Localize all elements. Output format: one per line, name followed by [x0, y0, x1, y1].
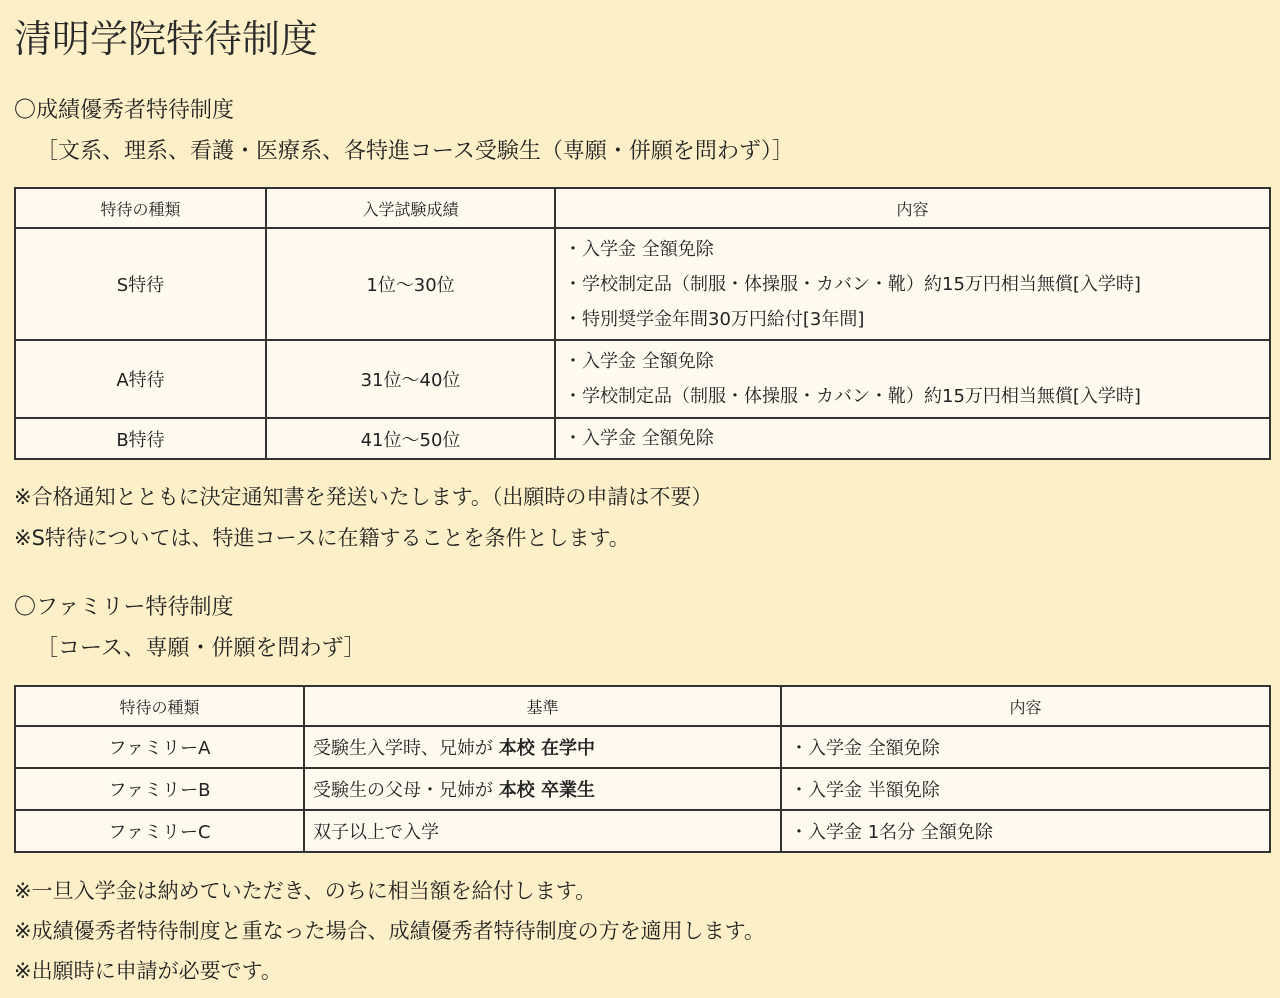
header-score: 入学試験成績 — [266, 188, 555, 228]
section2-subheading: ［コース、専願・併願を問わず］ — [36, 636, 366, 661]
row-content: ・入学金 半額免除 — [781, 768, 1270, 810]
table-row — [15, 340, 1270, 418]
content-line: ・特別奨学金年間30万円給付[3年間] — [564, 308, 865, 330]
section1-heading: 〇成績優秀者特待制度 — [14, 98, 235, 123]
row-content: ・入学金 全額免除 — [781, 726, 1270, 768]
table-row — [15, 228, 1270, 340]
row-type: ファミリーA — [15, 726, 304, 768]
row-content: ・入学金 1名分 全額免除 — [781, 810, 1270, 852]
row-content — [555, 340, 1270, 418]
content-line: ・入学金 全額免除 — [564, 428, 714, 449]
section2-note: ※成績優秀者特待制度と重なった場合、成績優秀者特待制度の方を適用します。 — [14, 919, 765, 943]
table-header-row — [15, 188, 1270, 228]
criteria-emphasis: 本校 在学中 — [498, 738, 596, 759]
content-line: ・入学金 全額免除 — [564, 238, 714, 260]
section2-heading: 〇ファミリー特待制度 — [14, 595, 234, 620]
criteria-text: 受験生の父母・兄姉が — [313, 780, 499, 801]
row-type: A特待 — [15, 340, 266, 418]
header-type: 特待の種類 — [15, 686, 304, 726]
row-criteria — [304, 768, 781, 810]
table-row — [15, 418, 1270, 459]
row-score: 41位～50位 — [266, 418, 555, 459]
row-criteria — [304, 810, 781, 852]
academic-scholarship-table — [14, 187, 1271, 460]
header-content: 内容 — [781, 686, 1270, 726]
section1-note: ※合格通知とともに決定通知書を発送いたします。（出願時の申請は不要） — [14, 485, 713, 509]
content-line: ・学校制定品（制服・体操服・カバン・靴）約15万円相当無償[入学時] — [564, 386, 1141, 407]
header-content: 内容 — [555, 188, 1270, 228]
criteria-text: 双子以上で入学 — [313, 822, 439, 843]
header-type: 特待の種類 — [15, 188, 266, 228]
table-row — [15, 726, 1270, 768]
table-header-row — [15, 686, 1270, 726]
header-criteria: 基準 — [304, 686, 781, 726]
row-score: 1位～30位 — [266, 228, 555, 340]
row-content — [555, 228, 1270, 340]
row-type: S特待 — [15, 228, 266, 340]
section1-note: ※S特待については、特進コースに在籍することを条件とします。 — [14, 526, 630, 550]
row-type: ファミリーB — [15, 768, 304, 810]
content-line: ・学校制定品（制服・体操服・カバン・靴）約15万円相当無償[入学時] — [564, 273, 1141, 295]
table-row — [15, 768, 1270, 810]
section1-subheading: ［文系、理系、看護・医療系、各特進コース受験生（専願・併願を問わず）］ — [36, 139, 794, 164]
table-row — [15, 810, 1270, 852]
family-scholarship-table — [14, 685, 1271, 853]
content-line: ・入学金 全額免除 — [564, 351, 714, 372]
row-content — [555, 418, 1270, 459]
criteria-emphasis: 本校 卒業生 — [498, 780, 596, 801]
row-score: 31位～40位 — [266, 340, 555, 418]
section2-note: ※一旦入学金は納めていただき、のちに相当額を給付します。 — [14, 879, 597, 903]
row-type: ファミリーC — [15, 810, 304, 852]
row-criteria — [304, 726, 781, 768]
section2-note: ※出願時に申請が必要です。 — [14, 959, 282, 983]
criteria-text: 受験生入学時、兄姉が — [313, 738, 499, 759]
row-type: B特待 — [15, 418, 266, 459]
page-title: 清明学院特待制度 — [14, 17, 319, 61]
